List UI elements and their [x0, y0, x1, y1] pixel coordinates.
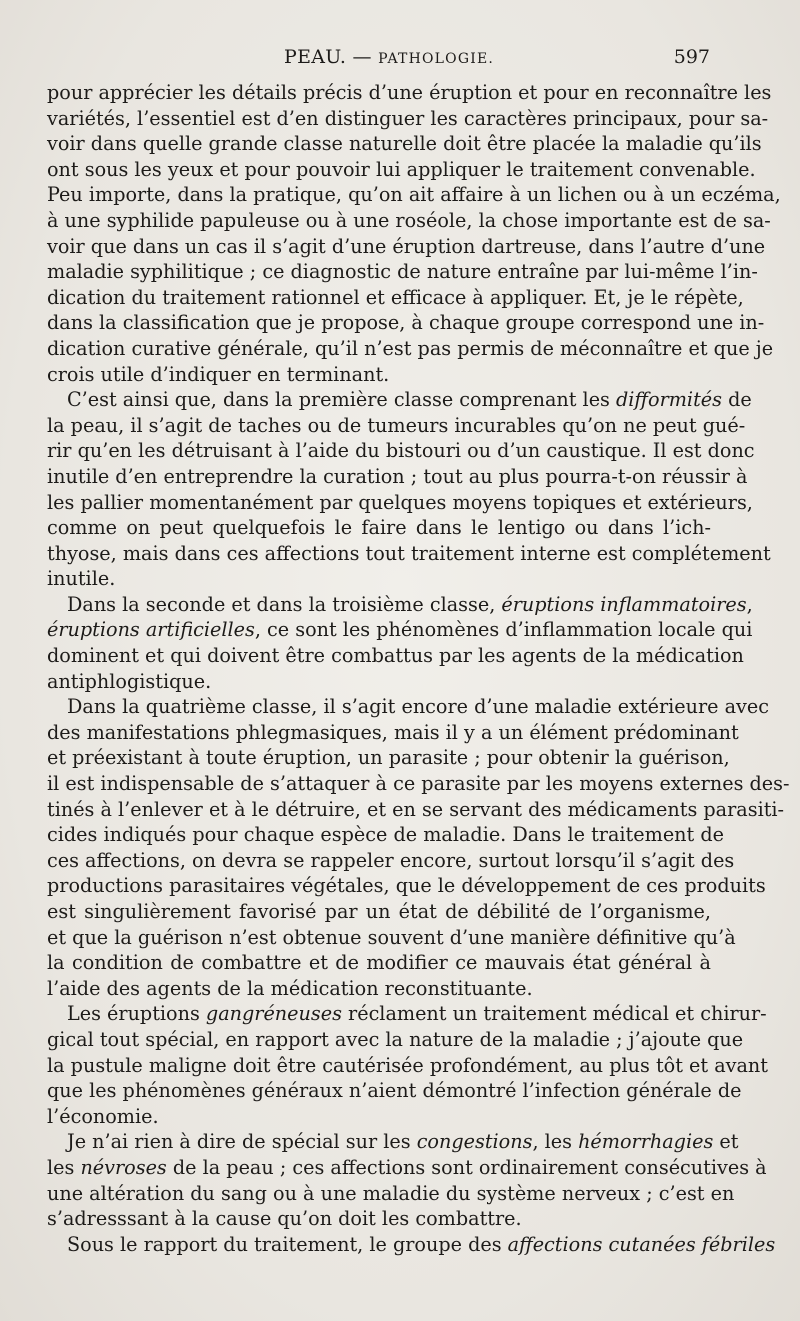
text-line: dans la classification que je propose, à chaque groupe correspond une in- — [47, 311, 765, 335]
paragraph — [47, 387, 771, 592]
text-line: Je n’ai rien à dire de spécial sur les congestions, les hémorrhagies et — [67, 1130, 739, 1154]
text-line: ces affections, on devra se rappeler encore, surtout lorsqu’il s’agit des — [47, 848, 735, 872]
text-line: thyose, mais dans ces affections tout traitement interne est complétement — [47, 541, 771, 565]
text-line: l’aide des agents de la médication reconstituante. — [47, 976, 533, 1000]
text-line: productions parasitaires végétales, que le développement de ces produits — [47, 874, 766, 898]
text-line: C’est ainsi que, dans la première classe comprenant les difformités de — [67, 388, 752, 412]
italic-term: gangréneuses — [205, 1002, 342, 1026]
text-line: Dans la quatrième classe, il s’agit encore d’une maladie extérieure avec — [67, 695, 770, 719]
italic-term: éruptions inflammatoires — [501, 592, 747, 616]
paragraph — [47, 1129, 767, 1231]
text-line: inutile d’en entreprendre la curation ; tout au plus pourra-t-on réussir à — [47, 464, 748, 488]
text-line: dication du traitement rationnel et efficace à appliquer. Et, je le répète, — [47, 285, 744, 309]
italic-term: congestions — [416, 1130, 533, 1154]
text-line: la pustule maligne doit être cautérisée profondément, au plus tôt et avant — [47, 1053, 768, 1077]
text-line: cides indiqués pour chaque espèce de maladie. Dans le traitement de — [47, 823, 724, 847]
paragraph — [47, 1001, 768, 1129]
text-line: comme on peut quelquefois le faire dans le lentigo ou dans l’ich- — [47, 516, 711, 540]
text-line: dominent et qui doivent être combattus par les agents de la médication — [47, 644, 744, 668]
text-line: est singulièrement favorisé par un état de débilité de l’organisme, — [47, 900, 711, 923]
italic-term: éruptions artificielles — [47, 618, 255, 642]
text-line: gical tout spécial, en rapport avec la nature de la maladie ; j’ajoute que — [47, 1027, 744, 1051]
text-line: à une syphilide papuleuse ou à une roséole, la chose importante est de sa- — [47, 208, 771, 232]
running-head-sub: PATHOLOGIE. — [378, 51, 495, 67]
text-line: la peau, il s’agit de taches ou de tumeurs incurables qu’on ne peut gué- — [47, 413, 746, 437]
text-line: il est indispensable de s’attaquer à ce parasite par les moyens externes des- — [47, 772, 790, 796]
italic-term: névroses — [80, 1155, 167, 1179]
page-number: 597 — [673, 46, 710, 68]
text-line: et que la guérison n’est obtenue souvent d’une manière définitive qu’à — [47, 925, 736, 949]
text-line: que les phénomènes généraux n’aient démontré l’infection générale de — [47, 1079, 742, 1103]
paragraph — [47, 592, 753, 694]
italic-term: affections cutanées fébriles — [507, 1232, 776, 1256]
paragraph — [47, 1232, 776, 1258]
italic-term: hémorrhagies — [578, 1130, 714, 1154]
text-line: voir que dans un cas il s’agit d’une éruption dartreuse, dans l’autre d’une — [47, 234, 766, 258]
paragraph — [47, 80, 781, 387]
text-line: Peu importe, dans la pratique, qu’on ait affaire à un lichen ou à un eczéma, — [47, 183, 781, 207]
text-line: l’économie. — [47, 1104, 159, 1128]
text-line: éruptions artificielles, ce sont les phénomènes d’inflammation locale qui — [47, 618, 753, 642]
paragraph — [47, 694, 790, 1001]
text-line: s’adresssant à la cause qu’on doit les combattre. — [47, 1207, 522, 1231]
text-line: Les éruptions gangréneuses réclament un traitement médical et chirur- — [67, 1002, 767, 1026]
text-line: dication curative générale, qu’il n’est pas permis de méconnaître et que je — [47, 336, 774, 360]
text-line: antiphlogistique. — [47, 669, 212, 693]
text-line: des manifestations phlegmasiques, mais il y a un élément prédominant — [47, 720, 739, 744]
text-line: les pallier momentanément par quelques moyens topiques et extérieurs, — [47, 490, 753, 514]
text-line: maladie syphilitique ; ce diagnostic de nature entraîne par lui-même l’in- — [47, 260, 758, 284]
text-line: une altération du sang ou à une maladie du système nerveux ; c’est en — [47, 1181, 735, 1205]
text-line: les névroses de la peau ; ces affections sont ordinairement consécutives à — [47, 1155, 767, 1179]
page-header — [0, 46, 800, 72]
text-line: Dans la seconde et dans la troisième classe, éruptions inflammatoires, — [67, 592, 753, 616]
text-line: Sous le rapport du traitement, le groupe des affections cutanées fébriles — [67, 1232, 776, 1256]
text-line: tinés à l’enlever et à le détruire, et en se servant des médicaments parasiti- — [47, 797, 785, 821]
text-line: rir qu’en les détruisant à l’aide du bistouri ou d’un caustique. Il est donc — [47, 439, 755, 463]
running-head-main: PEAU. — — [284, 46, 379, 68]
running-head — [284, 46, 494, 68]
text-line: crois utile d’indiquer en terminant. — [47, 362, 390, 386]
text-line: voir dans quelle grande classe naturelle doit être placée la maladie qu’ils — [47, 132, 762, 156]
text-line: la condition de combattre et de modifier ce mauvais état général à — [47, 951, 711, 975]
italic-term: difformités — [616, 388, 722, 412]
text-line: et préexistant à toute éruption, un parasite ; pour obtenir la guérison, — [47, 746, 730, 770]
text-line: variétés, l’essentiel est d’en distinguer les caractères principaux, pour sa- — [47, 106, 769, 130]
text-line: pour apprécier les détails précis d’une éruption et pour en reconnaître les — [47, 81, 772, 104]
body-text — [47, 80, 790, 1257]
text-line: ont sous les yeux et pour pouvoir lui appliquer le traitement convenable. — [47, 157, 756, 181]
text-line: inutile. — [47, 567, 116, 591]
